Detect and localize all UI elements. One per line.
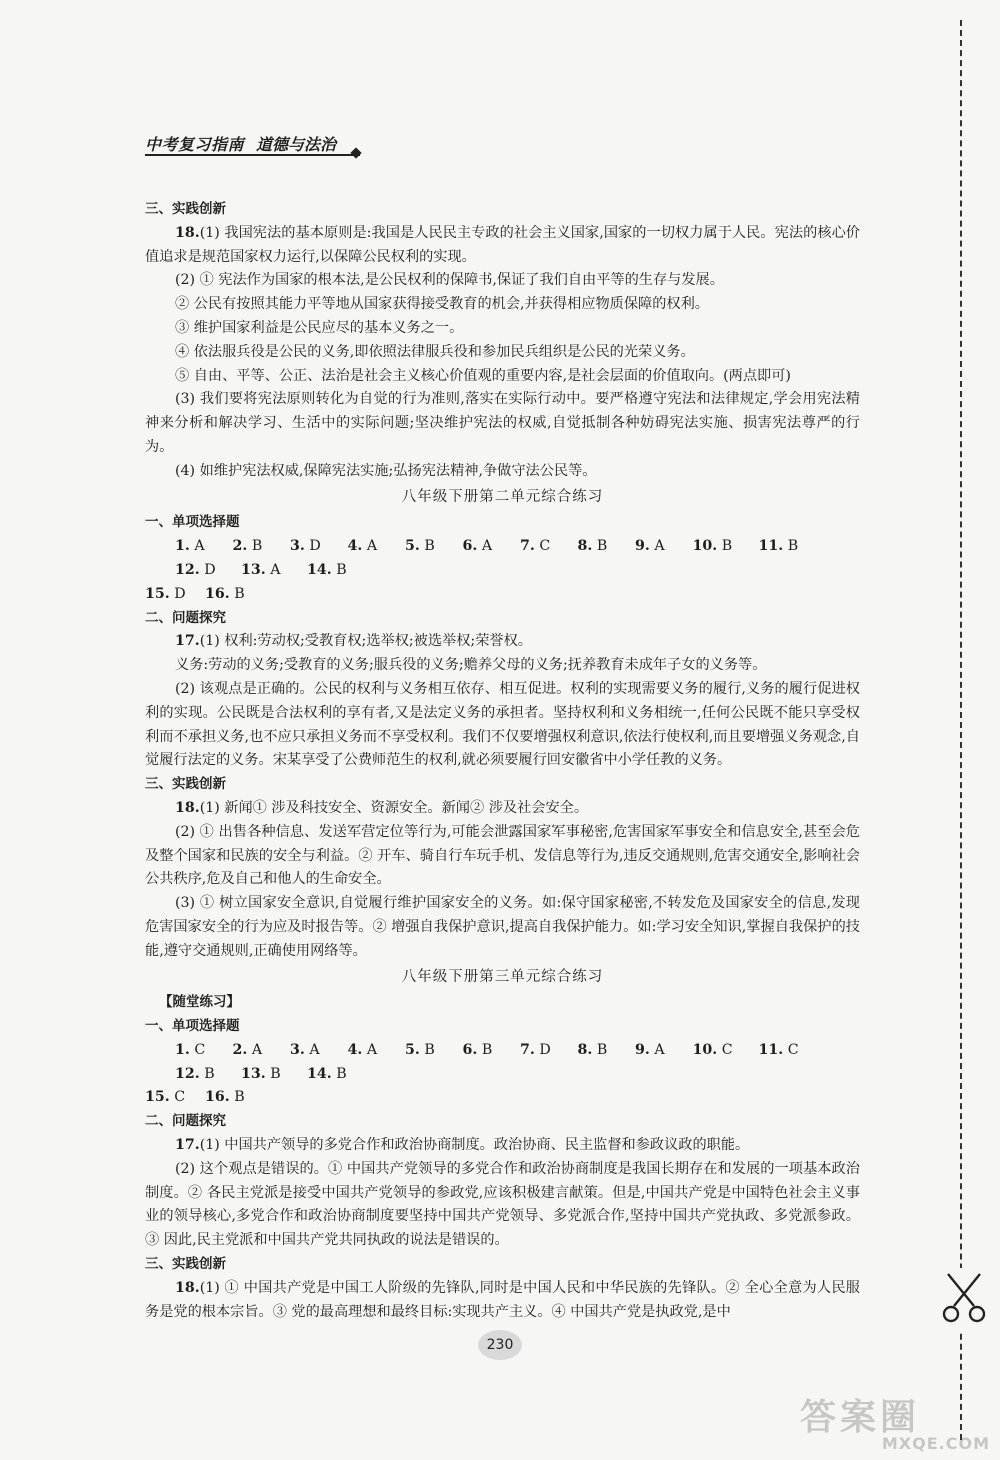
answer-item: 1. A <box>175 538 205 555</box>
section-heading: 一、单项选择题 <box>145 514 240 531</box>
question-number: 17. <box>175 1137 200 1154</box>
section-heading: 三、实践创新 <box>145 776 226 793</box>
section-heading: 一、单项选择题 <box>145 1018 240 1035</box>
answer-item: 2. A <box>232 1041 263 1058</box>
answer-item: 11. C <box>758 1041 799 1058</box>
practice-label: 【随堂练习】 <box>159 994 240 1011</box>
paragraph: (3) 我们要将宪法原则转化为自觉的行为准则,落实在实际行动中。要严格遵守宪法和法律规定,学会用宪法精神来分析和解决学习、生活中的实际问题;坚决维护宪法的权威,自觉抵制各种妨碍宪法实施、损害宪法尊严的行为。 <box>145 391 860 455</box>
answer-item: 12. B <box>175 1065 215 1082</box>
page-header <box>145 132 336 155</box>
watermark-logo <box>800 1395 990 1455</box>
answer-item: 14. B <box>307 561 347 578</box>
paragraph: ② 公民有按照其能力平等地从国家获得接受教育的机会,并获得相应物质保障的权利。 <box>175 296 709 313</box>
answer-item: 7. D <box>520 1041 551 1058</box>
answer-key-unit2-cont <box>145 583 860 607</box>
book-subject: 道德与法治 <box>256 135 337 154</box>
answer-item: 12. D <box>175 561 216 578</box>
question-number: 18. <box>175 224 200 241</box>
paragraph: ④ 依法服兵役是公民的义务,即依照法律服兵役和参加民兵组织是公民的光荣义务。 <box>175 343 695 360</box>
paragraph: (2) 该观点是正确的。公民的权利与义务相互依存、相互促进。权利的实现需要义务的履行,义务的履行促进权利的实现。公民既是合法权利的享有者,又是法定义务的承担者。坚持权利和义务相统一,任何公民既不能只享受权利而不承担义务,也不应只承担义务而不享受权利。我们不仅要增强权利意识,依法行使权利,而且要增强义务观念,自觉履行法定的义务。宋某享受了公费师范生的权利,就必须要履行回安徽省中小学任教的义务。 <box>145 680 860 769</box>
paragraph <box>145 1134 860 1158</box>
answer-item: 3. D <box>290 538 321 555</box>
paragraph-text: (1) 新闻① 涉及科技安全、资源安全。新闻② 涉及社会安全。 <box>199 799 589 816</box>
unit-title: 八年级下册第三单元综合练习 <box>401 968 604 985</box>
paragraph: 义务:劳动的义务;受教育的义务;服兵役的义务;赡养父母的义务;抚养教育未成年子女的义务等。 <box>175 657 767 674</box>
answer-key-unit3-cont <box>145 1086 860 1110</box>
answer-item: 4. A <box>347 538 378 555</box>
answer-item: 8. B <box>577 1041 608 1058</box>
answer-item: 10. C <box>692 1041 733 1058</box>
watermark-text: 答案圈 <box>800 1397 921 1438</box>
answer-item: 16. B <box>205 1089 245 1106</box>
paragraph-text: (1) 权利:劳动权;受教育权;选举权;被选举权;荣誉权。 <box>199 633 532 650</box>
answer-item: 3. A <box>290 1041 320 1058</box>
question-number: 18. <box>175 1279 200 1296</box>
watermark-url: MXQE.COM <box>881 1434 990 1453</box>
book-series-title: 中考复习指南 <box>145 135 245 154</box>
answer-item: 6. A <box>462 538 493 555</box>
answer-item: 4. A <box>347 1041 378 1058</box>
paragraph <box>145 222 860 270</box>
paragraph: (4) 如维护宪法权威,保障宪法实施;弘扬宪法精神,争做守法公民等。 <box>175 462 597 479</box>
answer-item: 14. B <box>307 1065 347 1082</box>
answer-item: 6. B <box>462 1041 493 1058</box>
answer-item: 2. B <box>232 538 263 555</box>
question-number: 17. <box>175 633 200 650</box>
paragraph-text: (1) 中国共产领导的多党合作和政治协商制度。政治协商、民主监督和参政议政的职能。 <box>199 1137 750 1154</box>
page-number: 230 <box>478 1330 522 1360</box>
answer-item: 5. B <box>405 538 435 555</box>
answer-item: 15. C <box>145 1089 186 1106</box>
paragraph: (2) ① 宪法作为国家的根本法,是公民权利的保障书,保证了我们自由平等的生存与发展。 <box>175 272 724 289</box>
answer-item: 7. C <box>520 538 551 555</box>
answer-key-unit3 <box>145 1039 860 1087</box>
answer-item: 11. B <box>758 538 799 555</box>
paragraph: (3) ① 树立国家安全意识,自觉履行维护国家安全的义务。如:保守国家秘密,不转发危及国家安全的信息,发现危害国家安全的行为应及时报告等。② 增强自我保护意识,提高自我保护能力。如:学习安全知识,掌握自我保护的技能,遵守交通规则,正确使用网络等。 <box>145 895 860 959</box>
answer-item: 1. C <box>175 1041 206 1058</box>
paragraph <box>145 797 860 821</box>
answer-item: 9. A <box>635 1041 665 1058</box>
question-number: 18. <box>175 799 200 816</box>
answer-item: 5. B <box>405 1041 435 1058</box>
answer-item: 8. B <box>577 538 608 555</box>
unit-title: 八年级下册第二单元综合练习 <box>401 488 604 505</box>
answer-item: 13. A <box>241 561 281 578</box>
paragraph: ③ 维护国家利益是公民应尽的基本义务之一。 <box>175 319 464 336</box>
answer-item: 15. D <box>145 585 186 602</box>
answer-content <box>145 198 860 1324</box>
section-heading: 二、问题探究 <box>145 609 226 626</box>
scissors-icon <box>940 1270 988 1328</box>
paragraph: (2) ① 出售各种信息、发送军营定位等行为,可能会泄露国家军事秘密,危害国家军事安全和信息安全,甚至会危及整个国家和民族的安全与利益。② 开车、骑自行车玩手机、发信息等行为,违反交通规则,危害交通安全,影响社会公共秩序,危及自己和他人的生命安全。 <box>145 823 860 888</box>
paragraph: (2) 这个观点是错误的。① 中国共产党领导的多党合作和政治协商制度是我国长期存在和发展的一项基本政治制度。② 各民主党派是接受中国共产党领导的参政党,应该积极建言献策。但是,中国共产党是中国特色社会主义事业的领导核心,多党合作和政治协商制度要坚持中国共产党领导、多党派合作,坚持中国共产党执政、多党派参政。③ 因此,民主党派和中国共产党共同执政的说法是错误的。 <box>145 1160 860 1249</box>
section-heading: 三、实践创新 <box>145 1256 226 1273</box>
paragraph <box>145 630 860 654</box>
answer-key-unit2 <box>145 535 860 583</box>
diamond-icon <box>350 147 361 158</box>
cut-line <box>960 20 962 1440</box>
paragraph-text: (1) 我国宪法的基本原则是:我国是人民民主专政的社会主义国家,国家的一切权力属于人民。宪法的核心价值追求是规范国家权力运行,以保障公民权利的实现。 <box>145 224 860 265</box>
section-heading: 三、实践创新 <box>145 201 226 217</box>
section-heading: 二、问题探究 <box>145 1113 226 1130</box>
answer-item: 9. A <box>635 538 665 555</box>
paragraph <box>145 1277 860 1325</box>
answer-item: 16. B <box>205 585 245 602</box>
paragraph: ⑤ 自由、平等、公正、法治是社会主义核心价值观的重要内容,是社会层面的价值取向。(两点即可) <box>175 367 791 384</box>
paragraph-text: (1) ① 中国共产党是中国工人阶级的先锋队,同时是中国人民和中华民族的先锋队。② 全心全意为人民服务是党的根本宗旨。③ 党的最高理想和最终目标:实现共产主义。④ 中国共产党是执政党,是中 <box>145 1279 860 1320</box>
header-rule <box>145 154 360 156</box>
answer-item: 10. B <box>692 538 733 555</box>
answer-item: 13. B <box>241 1065 281 1082</box>
